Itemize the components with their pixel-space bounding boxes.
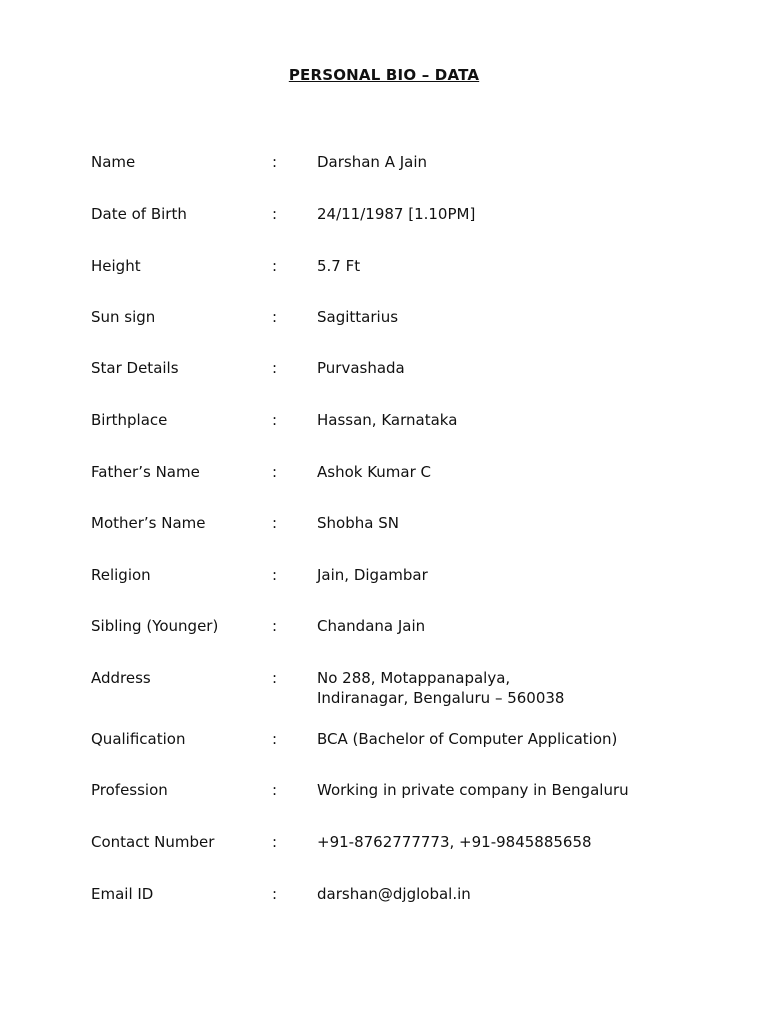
field-label: Date of Birth [91, 205, 187, 223]
field-label: Email ID [91, 885, 154, 903]
field-separator: : [272, 514, 278, 532]
field-separator: : [272, 205, 278, 223]
field-value: Working in private company in Bengaluru [317, 781, 629, 799]
field-value [317, 668, 564, 708]
field-label: Profession [91, 781, 168, 799]
address-line-1: No 288, Motappanapalya, [317, 669, 511, 687]
field-separator: : [272, 359, 278, 377]
field-label: Mother’s Name [91, 514, 206, 532]
field-value: Jain, Digambar [317, 566, 428, 584]
field-label: Birthplace [91, 411, 168, 429]
field-value: Sagittarius [317, 308, 399, 326]
field-separator: : [272, 730, 278, 748]
field-label: Star Details [91, 359, 179, 377]
field-separator: : [272, 153, 278, 171]
field-separator: : [272, 781, 278, 799]
field-value: 5.7 Ft [317, 257, 361, 275]
field-label: Contact Number [91, 833, 215, 851]
field-separator: : [272, 257, 278, 275]
field-value: 24/11/1987 [1.10PM] [317, 205, 476, 223]
field-value: Shobha SN [317, 514, 399, 532]
field-label: Religion [91, 566, 151, 584]
field-separator: : [272, 411, 278, 429]
field-separator: : [272, 885, 278, 903]
field-separator: : [272, 833, 278, 851]
field-separator: : [272, 308, 278, 326]
field-separator: : [272, 463, 278, 481]
field-value: Hassan, Karnataka [317, 411, 458, 429]
field-label: Sibling (Younger) [91, 617, 219, 635]
field-label: Address [91, 669, 151, 687]
field-value: Chandana Jain [317, 617, 426, 635]
field-value: Darshan A Jain [317, 153, 428, 171]
address-line-2: Indiranagar, Bengaluru – 560038 [317, 689, 565, 707]
field-label: Father’s Name [91, 463, 200, 481]
field-value: +91-8762777773, +91-9845885658 [317, 833, 592, 851]
document-title: PERSONAL BIO – DATA [288, 66, 480, 84]
field-label: Height [91, 257, 141, 275]
field-value: Purvashada [317, 359, 405, 377]
field-separator: : [272, 566, 278, 584]
field-label: Sun sign [91, 308, 156, 326]
field-label: Qualification [91, 730, 186, 748]
field-label: Name [91, 153, 136, 171]
field-value: darshan@djglobal.in [317, 885, 471, 903]
field-separator: : [272, 617, 278, 635]
field-value: BCA (Bachelor of Computer Application) [317, 730, 618, 748]
field-value: Ashok Kumar C [317, 463, 432, 481]
field-separator: : [272, 669, 278, 687]
